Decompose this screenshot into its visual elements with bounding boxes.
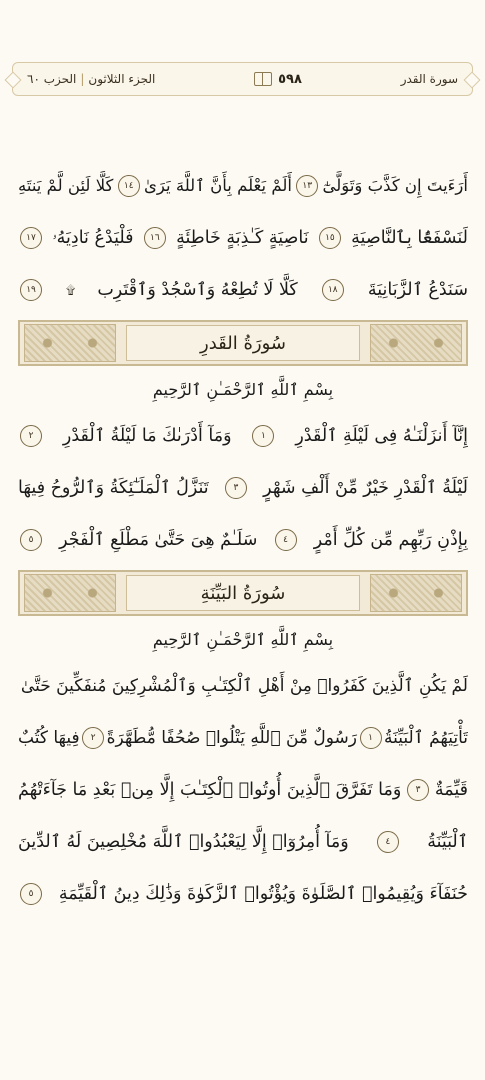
verse-line bbox=[18, 816, 468, 868]
basmala: بِسْمِ ٱللَّهِ ٱلرَّحْمَـٰنِ ٱلرَّحِيمِ bbox=[152, 380, 334, 399]
banner-ornament bbox=[370, 324, 462, 362]
surah-title-box bbox=[126, 575, 360, 611]
ayah-number-marker[interactable]: ١٤ bbox=[118, 175, 140, 197]
ayah-number-marker[interactable]: ٤ bbox=[275, 529, 297, 551]
ayah-number-marker[interactable]: ١٣ bbox=[296, 175, 318, 197]
banner-ornament bbox=[24, 324, 116, 362]
ayah-number-marker[interactable]: ٢ bbox=[82, 727, 104, 749]
verse-text: أَرَءَيتَ إِن كَذَّبَ وَتَوَلَّىٰٓ bbox=[322, 176, 468, 195]
basmala: بِسْمِ ٱللَّهِ ٱلرَّحْمَـٰنِ ٱلرَّحِيمِ bbox=[152, 630, 334, 649]
verse-text: ٱلْبَيِّنَةُ bbox=[427, 832, 468, 852]
verses-block-alqadr bbox=[18, 410, 468, 566]
mushaf-page bbox=[18, 160, 468, 920]
verse-text: حُنَفَآءَ وَيُقِيمُوا۟ ٱلصَّلَوٰةَ وَيُؤْتُوا۟ ٱلزَّكَوٰةَ وَذَٰلِكَ دِينُ ٱلْقَيِّمَةِ bbox=[58, 884, 468, 904]
ayah-number-marker[interactable]: ٥ bbox=[20, 883, 42, 905]
verse-text: قَيِّمَةٌ bbox=[434, 780, 468, 800]
verse-text: لَيْلَةُ ٱلْقَدْرِ خَيْرٌ مِّنْ أَلْفِ شَهْرٍ bbox=[263, 478, 468, 498]
surah-banner-alqadr bbox=[18, 320, 468, 366]
verse-line bbox=[18, 212, 468, 264]
surah-name-label: سورة القدر bbox=[400, 72, 458, 86]
banner-ornament bbox=[24, 574, 116, 612]
verse-text: تَأْتِيَهُمُ ٱلْبَيِّنَةُ bbox=[384, 728, 468, 748]
ayah-number-marker[interactable]: ١ bbox=[252, 425, 274, 447]
ayah-number-marker[interactable]: ١٦ bbox=[144, 227, 166, 249]
verse-line bbox=[18, 462, 468, 514]
verse-text: سَلَـٰمٌ هِىَ حَتَّىٰ مَطْلَعِ ٱلْفَجْرِ bbox=[59, 530, 258, 550]
surah-banner-albayyinah bbox=[18, 570, 468, 616]
verse-line bbox=[18, 660, 468, 712]
banner-ornament bbox=[370, 574, 462, 612]
verse-text: سَنَدْعُ ٱلزَّبَانِيَةَ bbox=[367, 280, 468, 300]
verse-text: رَسُولٌ مِّنَ ٱللَّهِ يَتْلُوا۟ صُحُفًا مُّطَهَّرَةً bbox=[106, 728, 357, 748]
header-corner-ornament bbox=[5, 72, 22, 89]
verse-line bbox=[18, 160, 468, 212]
book-icon[interactable] bbox=[254, 72, 272, 86]
verse-text: وَمَا تَفَرَّقَ ٱلَّذِينَ أُوتُوا۟ ٱلْكِتَـٰبَ إِلَّا مِنۢ بَعْدِ مَا جَآءَتْهُمُ bbox=[18, 780, 402, 800]
surah-title: سُورَةُ القَدرِ bbox=[200, 332, 286, 354]
verse-text: بِإِذْنِ رَبِّهِم مِّن كُلِّ أَمْرٍ bbox=[313, 530, 468, 550]
verse-text: كَلَّا لَئِن لَّمْ يَنتَهِ bbox=[18, 176, 114, 195]
ayah-number-marker[interactable]: ٣ bbox=[225, 477, 247, 499]
verse-text: فِيهَا كُتُبٌ bbox=[18, 728, 80, 748]
header-corner-ornament bbox=[464, 72, 481, 89]
verse-text: فَلْيَدْعُ نَادِيَهُۥ bbox=[52, 228, 134, 248]
verse-text: كَلَّا لَا تُطِعْهُ وَٱسْجُدْ وَٱقْتَرِب bbox=[97, 280, 298, 300]
surah-title: سُورَةُ البَيِّنَةِ bbox=[200, 582, 286, 604]
sajda-mark-icon: ۩ bbox=[66, 283, 76, 297]
hizb-label: الحزب ٦٠ bbox=[27, 72, 77, 86]
ayah-number-marker[interactable]: ٤ bbox=[377, 831, 399, 853]
verse-text: إِنَّآ أَنزَلْنَـٰهُ فِى لَيْلَةِ ٱلْقَدْرِ bbox=[295, 426, 468, 446]
verse-text: أَلَمْ يَعْلَم بِأَنَّ ٱللَّهَ يَرَىٰ bbox=[144, 176, 292, 195]
verse-text: لَمْ يَكُنِ ٱلَّذِينَ كَفَرُوا۟ مِنْ أَهْلِ ٱلْكِتَـٰبِ وَٱلْمُشْرِكِينَ مُنفَكِّينَ حَتَّىٰ bbox=[20, 676, 468, 696]
verse-text: لَنَسْفَعًۢا بِٱلنَّاصِيَةِ bbox=[351, 228, 468, 248]
ayah-number-marker[interactable]: ١٩ bbox=[20, 279, 42, 301]
verse-text: تَنَزَّلُ ٱلْمَلَـٰٓئِكَةُ وَٱلرُّوحُ فِيهَا bbox=[18, 478, 209, 498]
verses-block-alalaq bbox=[18, 160, 468, 316]
juz-label: الجزء الثلاثون bbox=[88, 72, 156, 86]
ayah-number-marker[interactable]: ١٨ bbox=[322, 279, 344, 301]
verse-line bbox=[18, 410, 468, 462]
verse-line bbox=[18, 712, 468, 764]
ayah-number-marker[interactable]: ٥ bbox=[20, 529, 42, 551]
ayah-number-marker[interactable]: ١٧ bbox=[20, 227, 42, 249]
ayah-number-marker[interactable]: ٣ bbox=[407, 779, 429, 801]
ayah-number-marker[interactable]: ١ bbox=[360, 727, 382, 749]
verse-line bbox=[18, 514, 468, 566]
verse-line bbox=[18, 764, 468, 816]
verse-text: وَمَآ أَدْرَىٰكَ مَا لَيْلَةُ ٱلْقَدْرِ bbox=[62, 426, 232, 446]
verse-text: وَمَآ أُمِرُوٓا۟ إِلَّا لِيَعْبُدُوا۟ ٱللَّهَ مُخْلِصِينَ لَهُ ٱلدِّينَ bbox=[18, 832, 349, 852]
page-number: ٥٩٨ bbox=[278, 71, 302, 87]
page-header bbox=[12, 62, 473, 96]
verse-text: نَاصِيَةٍ كَـٰذِبَةٍ خَاطِئَةٍ bbox=[176, 228, 309, 248]
ayah-number-marker[interactable]: ١٥ bbox=[319, 227, 341, 249]
surah-title-box bbox=[126, 325, 360, 361]
ayah-number-marker[interactable]: ٢ bbox=[20, 425, 42, 447]
verses-block-albayyinah bbox=[18, 660, 468, 920]
verse-line bbox=[18, 264, 468, 316]
verse-line bbox=[18, 868, 468, 920]
juz-hizb-label: الجزء الثلاثون|الحزب ٦٠ bbox=[27, 72, 156, 86]
page-number-group[interactable] bbox=[254, 72, 302, 87]
